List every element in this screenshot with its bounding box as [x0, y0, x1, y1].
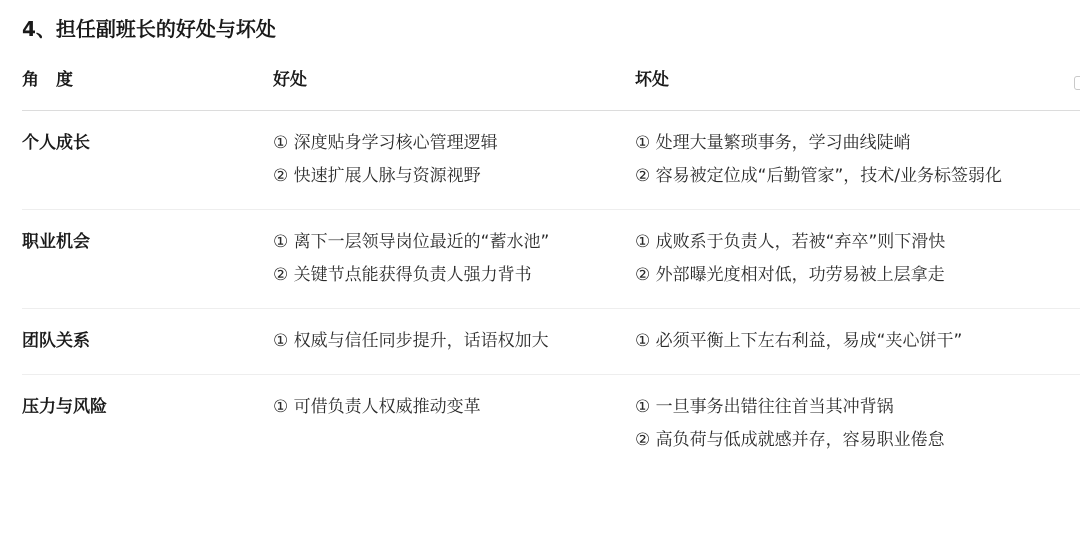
row-aspect: 个人成长 [22, 133, 90, 153]
pros-item: ① 权威与信任同步提升，话语权加大 [273, 331, 549, 351]
row-pros [273, 111, 635, 209]
cons-item: ② 容易被定位成“后勤管家”，技术/业务标签弱化 [635, 166, 1002, 186]
pros-cons-table [22, 68, 1080, 473]
document [22, 16, 1080, 473]
row-pros [273, 309, 635, 374]
header-cons: 坏处 [635, 70, 669, 90]
header-pros: 好处 [273, 70, 307, 90]
cons-item: ① 一旦事务出错往往首当其冲背锅 [635, 397, 894, 417]
row-cons [635, 210, 1080, 308]
section-heading: 4、担任副班长的好处与坏处 [22, 17, 276, 41]
table-header-row [22, 68, 1080, 111]
cons-item: ① 处理大量繁琐事务，学习曲线陡峭 [635, 133, 911, 153]
pros-item: ① 可借负责人权威推动变革 [273, 397, 481, 417]
row-cons [635, 111, 1080, 209]
row-cons [635, 309, 1080, 374]
pros-item: ② 快速扩展人脉与资源视野 [273, 166, 481, 186]
header-aspect: 角 度 [22, 70, 73, 90]
cons-item: ② 高负荷与低成就感并存，容易职业倦怠 [635, 430, 945, 450]
cons-item: ① 必须平衡上下左右利益，易成“夹心饼干” [635, 331, 963, 351]
table-row [22, 375, 1080, 474]
pros-item: ① 深度贴身学习核心管理逻辑 [273, 133, 498, 153]
pros-item: ② 关键节点能获得负责人强力背书 [273, 265, 532, 285]
cons-item: ① 成败系于负责人，若被“弃卒”则下滑快 [635, 232, 946, 252]
row-aspect: 团队关系 [22, 331, 90, 351]
cons-item: ② 外部曝光度相对低，功劳易被上层拿走 [635, 265, 945, 285]
pros-item: ① 离下一层领导岗位最近的“蓄水池” [273, 232, 550, 252]
table-row [22, 210, 1080, 309]
row-cons [635, 375, 1080, 473]
row-pros [273, 375, 635, 440]
row-aspect: 压力与风险 [22, 397, 107, 417]
table-row [22, 309, 1080, 375]
row-aspect: 职业机会 [22, 232, 90, 252]
row-pros [273, 210, 635, 308]
table-row [22, 111, 1080, 210]
copy-icon[interactable] [1074, 76, 1080, 90]
